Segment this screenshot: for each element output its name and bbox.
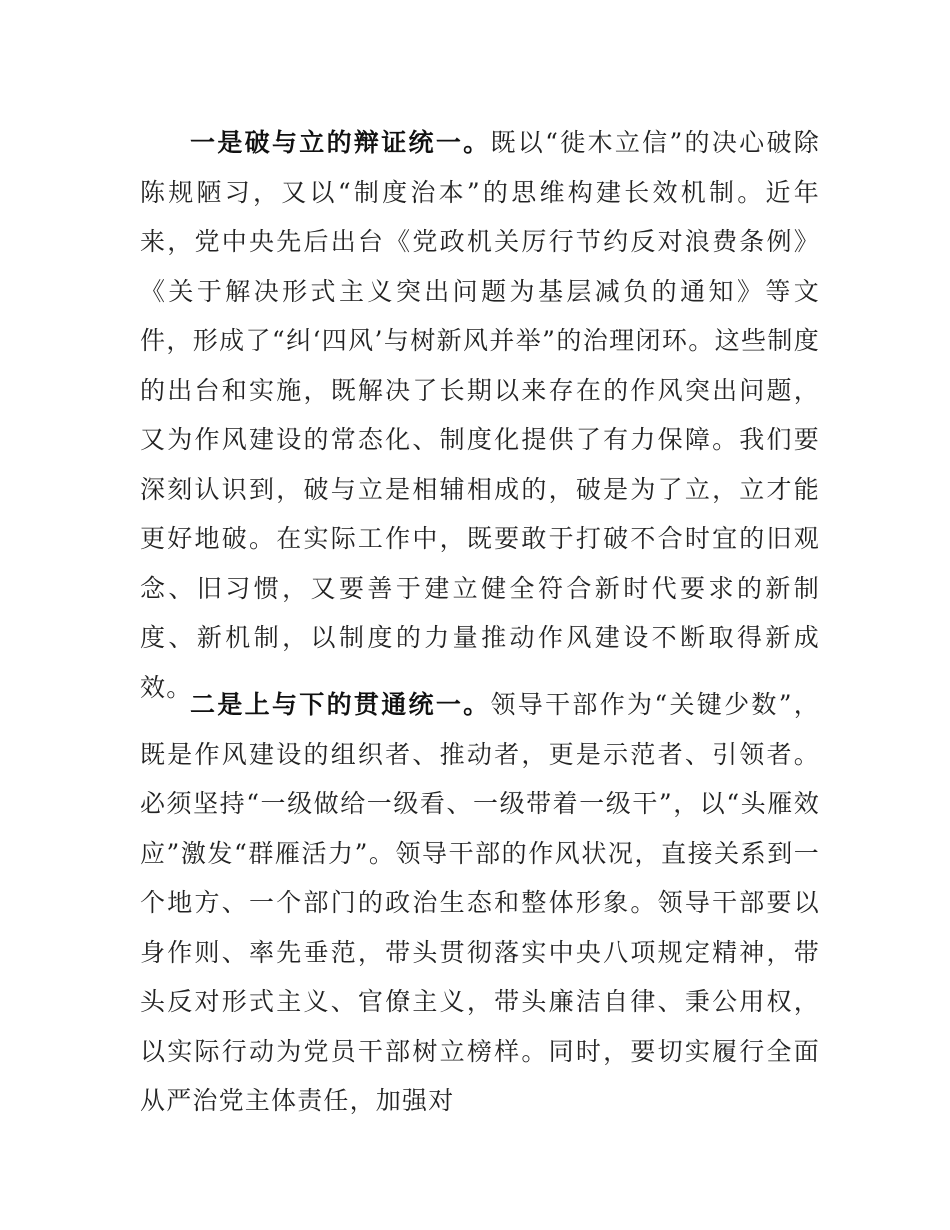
paragraph-body-text: 既以“徙木立信”的决心破除陈规陋习，又以“制度治本”的思维构建长效机制。近年来，党中央先后出台《党政机关厉行节约反对浪费条例》《关于解决形式主义突出问题为基层减负的通知》等文件，形成了“纠‘四风’与树新风并举”的治理闭环。这些制度的出台和实施，既解决了长期以来存在的作风突出问题，又为作风建设的常态化、制度化提供了有力保障。我们要深刻认识到，破与立是相辅相成的，破是为了立，立才能更好地破。在实际工作中，既要敢于打破不合时宜的旧观念、旧习惯，又要善于建立健全符合新时代要求的新制度、新机制，以制度的力量推动作风建设不断取得新成效。 xyxy=(140,128,821,702)
paragraph-lead-heading: 一是破与立的辩证统一。 xyxy=(190,128,491,157)
paragraph-body-text: 领导干部作为“关键少数”，既是作风建设的组织者、推动者，更是示范者、引领者。必须坚持“一级做给一级看、一级带着一级干”，以“头雁效应”激发“群雁活力”。领导干部的作风状况，直接关系到一个地方、一个部门的政治生态和整体形象。领导干部要以身作则、率先垂范，带头贯彻落实中央八项规定精神，带头反对形式主义、官僚主义，带头廉洁自律、秉公用权，以实际行动为党员干部树立榜样。同时，要切实履行全面从严治党主体责任，加强对 xyxy=(140,690,821,1115)
paragraph-break-and-establish xyxy=(140,118,820,712)
paragraph-lead-heading: 二是上与下的贯通统一。 xyxy=(190,690,491,719)
paragraph-top-and-bottom xyxy=(140,680,820,1126)
